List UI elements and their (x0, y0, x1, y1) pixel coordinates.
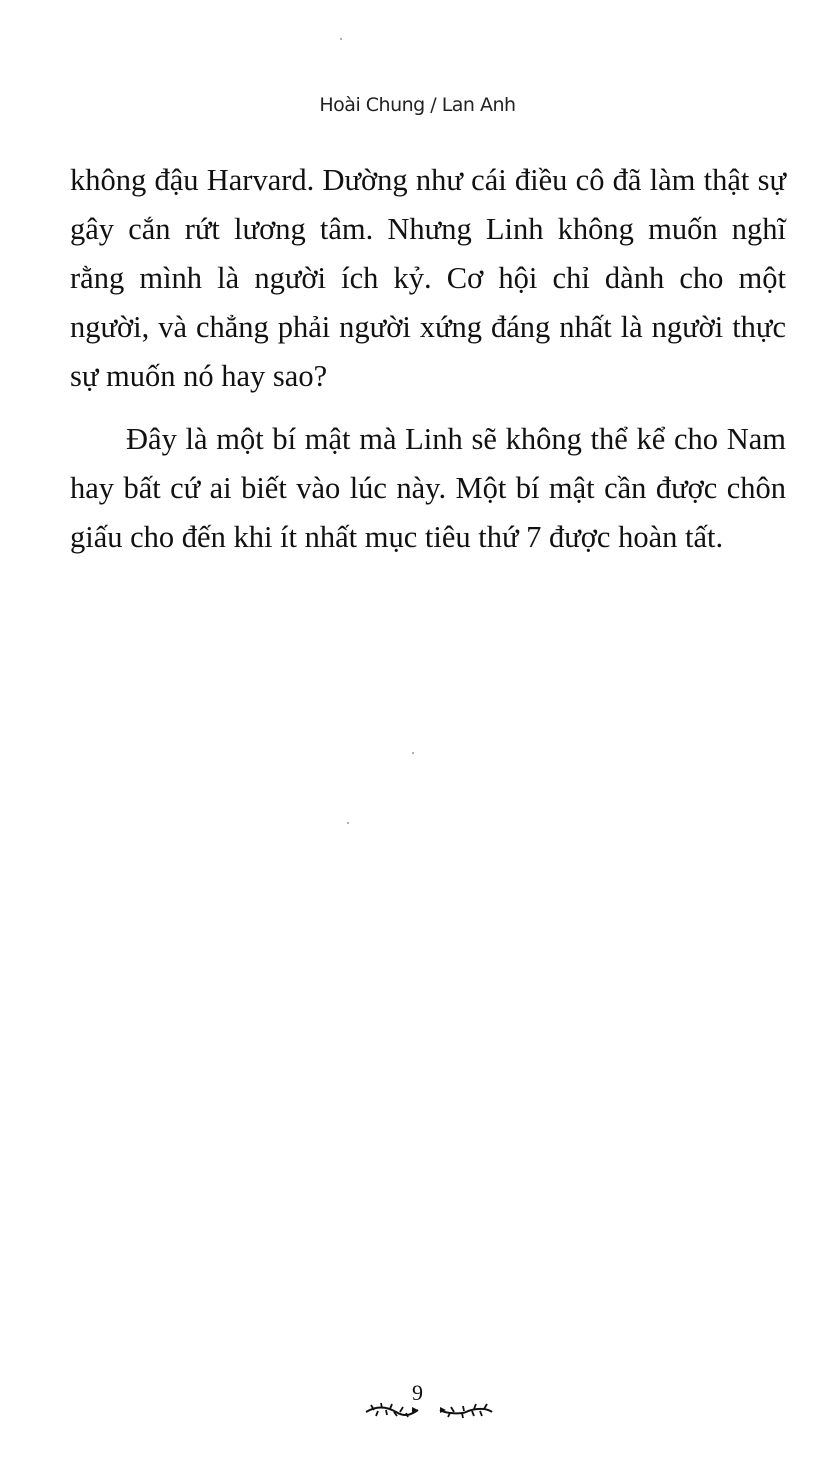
page-footer (0, 1380, 835, 1426)
vine-ornament-left-icon (362, 1400, 422, 1420)
page-number: 9 (412, 1380, 423, 1405)
paper-speck (347, 822, 349, 824)
paragraph: không đậu Harvard. Dường như cái điều cô đã làm thật sự gây cắn rứt lương tâm. Nhưng Linh không muốn nghĩ rằng mình là người ích kỷ. Cơ hội chỉ dành cho một người, và chẳng phải người xứng đáng nhất là người thực sự muốn nó hay sao? (70, 163, 786, 393)
paragraph: Đây là một bí mật mà Linh sẽ không thể kể cho Nam hay bất cứ ai biết vào lúc này. Một bí mật cần được chôn giấu cho đến khi ít nhất mục tiêu thứ 7 được hoàn tất. (70, 422, 786, 554)
running-header: Hoài Chung / Lan Anh (319, 94, 516, 116)
body-text (70, 156, 786, 562)
vine-ornament-right-icon (436, 1400, 496, 1420)
paper-speck (412, 752, 414, 754)
paper-speck (340, 38, 342, 40)
